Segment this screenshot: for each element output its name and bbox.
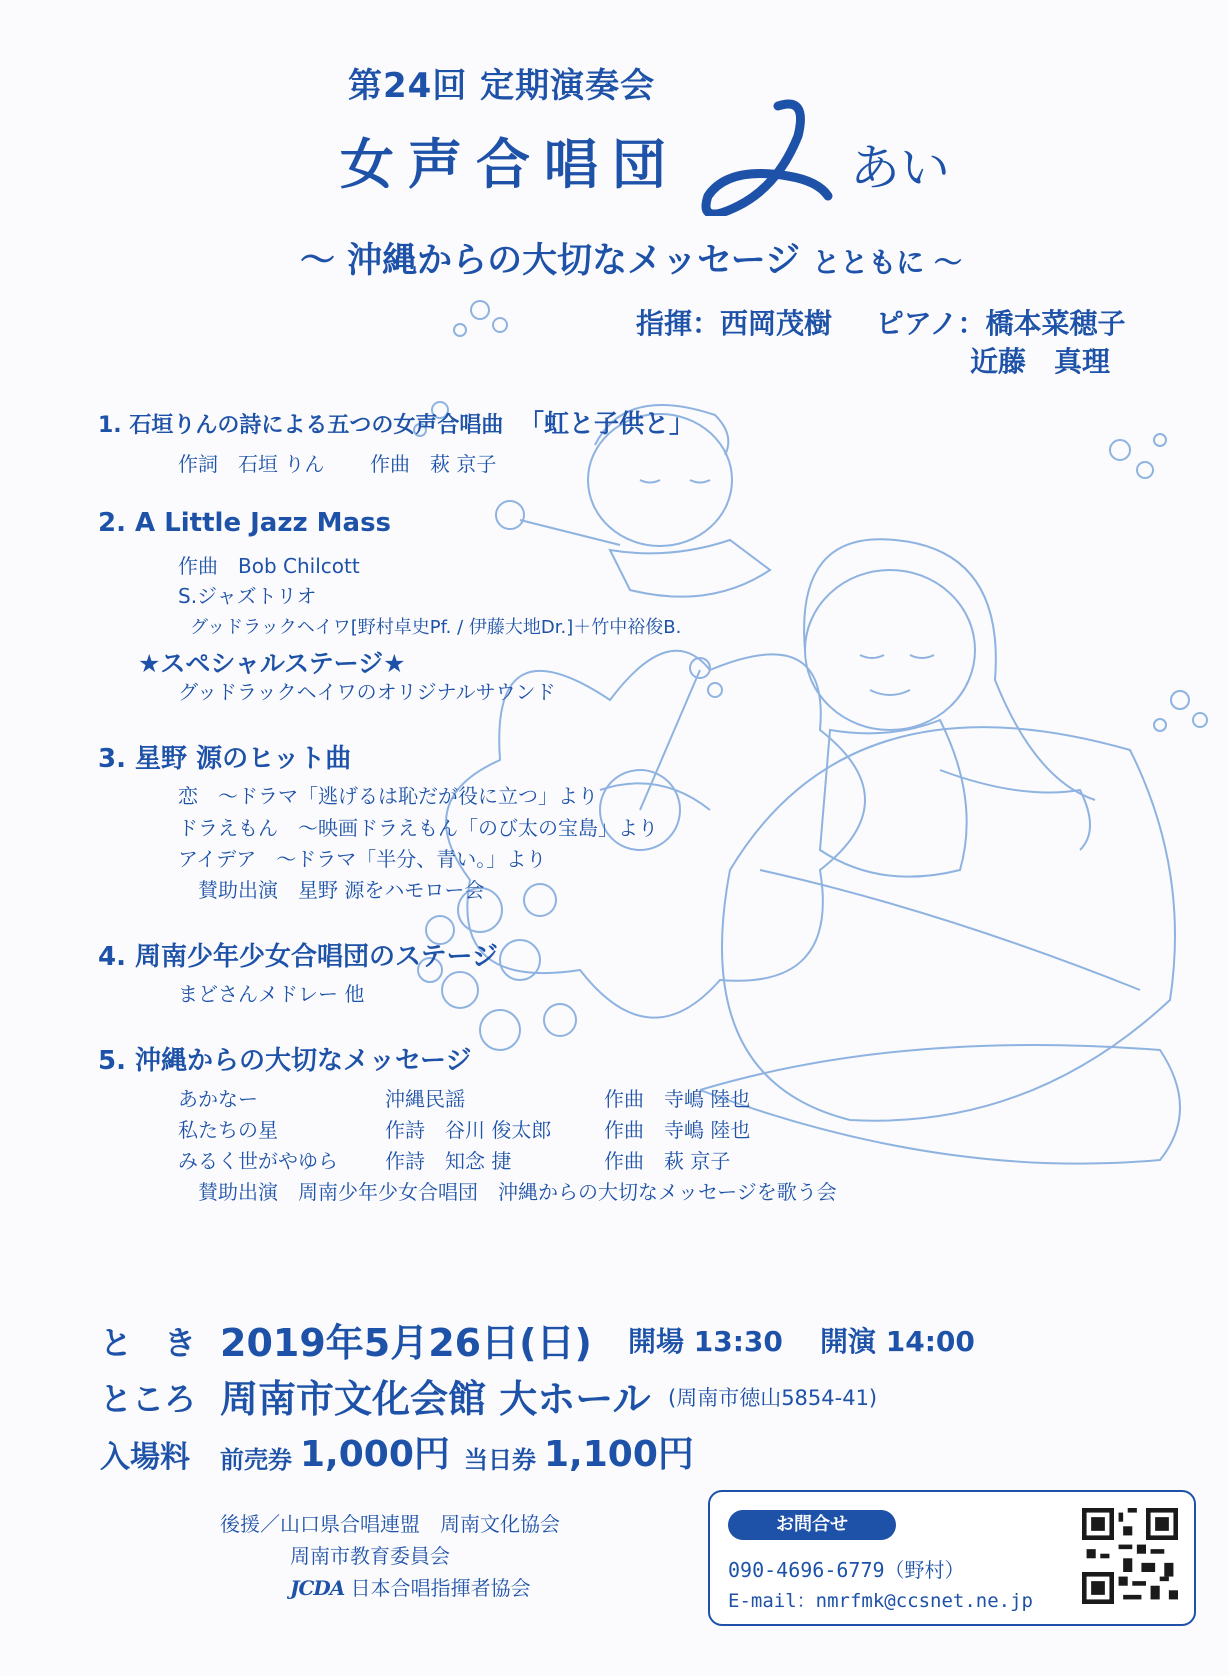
program-4-title: 4. 周南少年少女合唱団のステージ: [98, 942, 498, 972]
advance-price: 1,000円: [300, 1434, 450, 1475]
program-2-trio: S.ジャズトリオ: [178, 584, 317, 608]
concert-edition: 第24回 定期演奏会: [348, 66, 656, 106]
program-3-guest: 賛助出演 星野 源をハモロー会: [198, 878, 485, 902]
contact-phone: 090-4696-6779（野村）: [728, 1558, 965, 1582]
program-3-song-2: ドラえもん ～映画ドラえもん「のび太の宝島」より: [178, 816, 658, 840]
p5-row3-music: 作曲 萩 京子: [604, 1149, 731, 1173]
qr-code-icon: [1082, 1508, 1178, 1604]
p5-row3-lyric: 作詩 知念 捷: [385, 1149, 512, 1173]
program-5-title: 5. 沖縄からの大切なメッセージ: [98, 1046, 472, 1076]
contact-label: お問合せ: [728, 1510, 896, 1540]
program-5-guest: 賛助出演 周南少年少女合唱団 沖縄からの大切なメッセージを歌う会: [198, 1180, 837, 1204]
contact-box: [708, 1490, 1196, 1626]
jcda-name: 日本合唱指揮者協会: [350, 1576, 531, 1600]
program-1-prefix: 1. 石垣りんの詩による五つの女声合唱曲: [98, 413, 504, 438]
fee-label: 入場料: [100, 1440, 190, 1475]
program-3-song-1: 恋 ～ドラマ「逃げるは恥だが役に立つ」より: [178, 784, 598, 808]
show-start: 開演 14:00: [820, 1325, 975, 1358]
choir-name: 女声合唱団: [340, 133, 680, 196]
venue: 周南市文化会館 大ホール: [220, 1377, 651, 1421]
performers-line: [636, 302, 1126, 342]
concert-subtitle: [300, 233, 962, 283]
program-4-desc: まどさんメドレー 他: [178, 982, 365, 1006]
pianist: ピアノ：橋本菜穂子: [875, 307, 1126, 340]
where-label: ところ: [100, 1380, 197, 1418]
sponsors-line-1: 後援／山口県合唱連盟 周南文化協会: [220, 1512, 560, 1536]
venue-address: (周南市徳山5854-41): [668, 1386, 878, 1410]
program-2-composer: 作曲 Bob Chilcott: [178, 554, 360, 578]
special-stage-desc: グッドラックヘイワのオリジナルサウンド: [178, 680, 556, 704]
jcda-logo: JCDA: [290, 1576, 345, 1600]
special-stage-title: ★スペシャルステージ★: [138, 649, 406, 678]
sponsors-line-2: 周南市教育委員会: [290, 1544, 450, 1568]
subtitle-tail: とともに ～: [812, 246, 963, 279]
program-5-row-3: [0, 1145, 1229, 1175]
program-5-row-1: [0, 1083, 1229, 1113]
p5-row1-lyric: 沖縄民謡: [385, 1087, 465, 1111]
contact-email: E-mail：nmrfmk@ccsnet.ne.jp: [728, 1590, 1033, 1612]
p5-row2-song: 私たちの星: [178, 1118, 278, 1142]
p5-row1-music: 作曲 寺嶋 陸也: [604, 1087, 751, 1111]
program-1-lyricist: 作詞 石垣 りん: [178, 452, 325, 476]
event-date: 2019年5月26日(日): [220, 1321, 592, 1365]
p5-row3-song: みるく世がやゆら: [178, 1149, 338, 1173]
pianist-second: 近藤 真理: [970, 345, 1111, 378]
program-5-row-2: [0, 1114, 1229, 1144]
when-label: と き: [100, 1324, 197, 1362]
p5-row2-music: 作曲 寺嶋 陸也: [604, 1118, 751, 1142]
program-1-composer: 作曲 萩 京子: [370, 452, 497, 476]
advance-label: 前売券: [220, 1446, 292, 1474]
sponsors-line-3: [290, 1572, 531, 1601]
program-1-title: [98, 404, 694, 440]
program-2-members: グッドラックヘイワ[野村卓史Pf. / 伊藤大地Dr.]＋竹中裕俊B.: [190, 617, 682, 638]
door-label: 当日券: [464, 1446, 536, 1474]
ai-script-logo-icon: [688, 96, 838, 216]
program-2-title: 2. A Little Jazz Mass: [98, 508, 392, 538]
p5-row1-song: あかなー: [178, 1087, 258, 1111]
choir-name-ai: あい: [850, 139, 950, 197]
conductor: 指揮：西岡茂樹: [636, 307, 833, 340]
p5-row2-lyric: 作詩 谷川 俊太郎: [385, 1118, 552, 1142]
girl-figure: [804, 539, 1095, 876]
subtitle-main: ～ 沖縄からの大切なメッセージ: [300, 241, 801, 281]
door-price: 1,100円: [544, 1434, 694, 1475]
program-1-work: 「虹と子供と」: [519, 409, 695, 438]
doors-open: 開場 13:30: [628, 1325, 783, 1358]
program-3-title: 3. 星野 源のヒット曲: [98, 744, 352, 774]
program-3-song-3: アイデア ～ドラマ「半分、青い。」より: [178, 847, 547, 871]
